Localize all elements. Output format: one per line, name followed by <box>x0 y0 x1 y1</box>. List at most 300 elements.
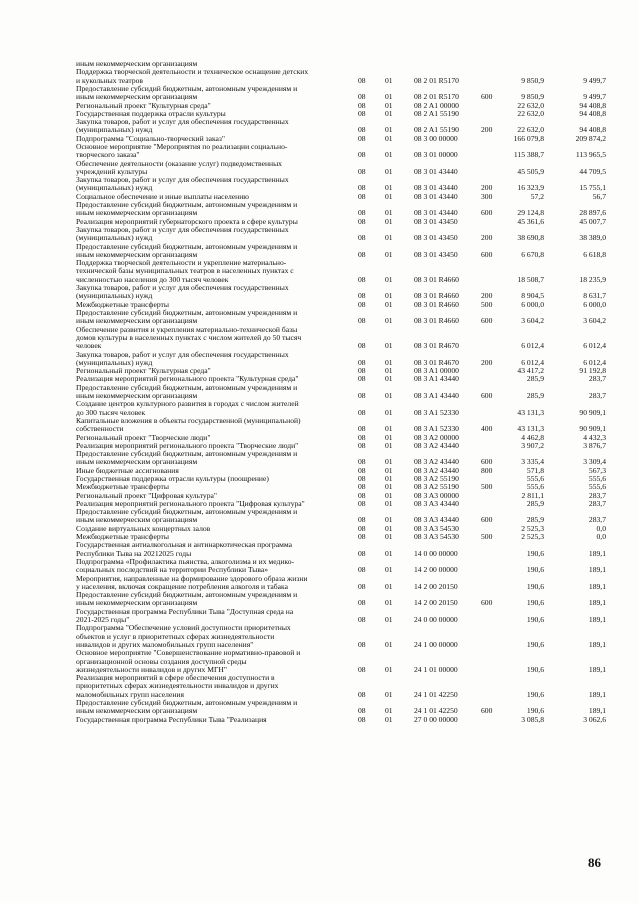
target-article-code: 08 3 01 43450 <box>414 249 458 259</box>
expense-type-code: 800 <box>481 465 493 475</box>
amount-year-2: 6 012,4 <box>583 341 606 351</box>
amount-year-2: 189,1 <box>588 615 606 625</box>
amount-year-1: 3 335,4 <box>521 457 544 467</box>
row-name-line: Государственная поддержка отрасли культуры <box>76 109 226 118</box>
target-article-code: 08 3 A2 55190 <box>414 482 459 492</box>
table-row <box>0 259 639 284</box>
amount-year-2: 18 235,9 <box>579 274 606 284</box>
amount-year-2: 6 000,0 <box>583 299 606 309</box>
table-row <box>0 135 639 143</box>
subsection-code: 01 <box>385 474 393 483</box>
row-name-line: Региональный проект "Цифровая культура" <box>76 491 217 500</box>
table-row <box>0 110 639 118</box>
row-name-line: Реализация мероприятий регионального проекта "Творческие люди" <box>76 441 299 450</box>
row-name-line: (муниципальных) нужд <box>76 234 153 243</box>
section-code: 08 <box>358 75 366 85</box>
section-code: 08 <box>358 714 366 724</box>
subsection-code: 01 <box>385 482 393 492</box>
row-name-line: творческого заказа" <box>76 151 140 160</box>
row-name-line: Закупка товаров, работ и услуг для обеспечения государственных <box>76 284 289 293</box>
target-article-code: 08 3 A2 00000 <box>414 432 459 442</box>
row-name-line: Республики Тыва на 20212025 годы <box>76 549 192 558</box>
amount-year-1: 43 131,3 <box>517 407 544 417</box>
table-row <box>0 160 639 177</box>
row-name-line: приоритетных сферах жизнедеятельности инвалидов и других <box>76 682 279 691</box>
amount-year-1: 6 012,4 <box>521 341 544 351</box>
section-code: 08 <box>358 515 366 525</box>
subsection-code: 01 <box>385 598 393 608</box>
row-name-line: Предоставление субсидий бюджетным, автономным учреждениям и <box>76 84 298 93</box>
amount-year-1: 22 632,0 <box>517 108 544 118</box>
row-name-line: Предоставление субсидий бюджетным, автономным учреждениям и <box>76 383 298 392</box>
subsection-code: 01 <box>385 100 393 110</box>
subsection-code: 01 <box>385 706 393 716</box>
amount-year-2: 94 408,8 <box>579 125 606 135</box>
target-article-code: 08 3 01 00000 <box>414 150 458 160</box>
target-article-code: 08 3 01 R4670 <box>414 341 459 351</box>
row-name-line: Подпрограмма «Профилактика пьянства, алкоголизма и их медико- <box>76 558 295 566</box>
subsection-code: 01 <box>385 233 393 243</box>
row-name-line: Обеспечение развития и укрепления материально-технической базы <box>76 325 298 334</box>
amount-year-2: 189,1 <box>588 581 606 591</box>
table-row <box>0 384 639 401</box>
row-name-line: Государственная антиалкогольная и антинаркотическая программа <box>76 541 293 550</box>
target-article-code: 08 3 A3 54530 <box>414 523 459 533</box>
amount-year-1: 190,6 <box>526 598 544 608</box>
subsection-code: 01 <box>385 166 393 176</box>
row-name-line: собственности <box>76 425 124 434</box>
amount-year-1: 285,9 <box>526 374 544 384</box>
section-code: 08 <box>358 357 366 367</box>
row-name <box>76 375 338 383</box>
table-row <box>0 143 639 160</box>
amount-year-1: 6 012,4 <box>521 357 544 367</box>
row-name <box>76 500 338 508</box>
row-name <box>76 367 338 375</box>
amount-year-2: 113 965,5 <box>575 150 606 160</box>
section-code: 08 <box>358 407 366 417</box>
row-name-line: домов культуры в населенных пунктах с числом жителей до 50 тысяч <box>76 333 302 342</box>
amount-year-1: 190,6 <box>526 639 544 649</box>
subsection-code: 01 <box>385 490 393 500</box>
row-name-line: Капитальные вложения в объекты государственной (муниципальной) <box>76 416 301 425</box>
amount-year-2: 3 876,7 <box>583 440 606 450</box>
target-article-code: 08 3 A3 43440 <box>414 498 459 508</box>
row-name-line: иным некоммерческим организациям <box>76 250 198 259</box>
row-name-line: Мероприятия, направленные на формирование здорового образа жизни <box>76 574 308 583</box>
table-row <box>0 674 639 699</box>
table-row <box>0 575 639 592</box>
amount-year-1: 190,6 <box>526 664 544 674</box>
row-name-line: Предоставление субсидий бюджетным, автономным учреждениям и <box>76 242 298 251</box>
target-article-code: 24 0 00 00000 <box>414 615 458 625</box>
row-name-line: Региональный проект "Культурная среда" <box>76 367 211 376</box>
row-name <box>76 417 338 434</box>
table-row <box>0 118 639 135</box>
expense-type-code: 600 <box>481 249 493 259</box>
row-name <box>76 483 338 491</box>
section-code: 08 <box>358 133 366 143</box>
amount-year-2: 6 618,8 <box>583 249 606 259</box>
row-name-line: (муниципальных) нужд <box>76 292 153 301</box>
amount-year-2: 283,7 <box>588 374 606 384</box>
row-name <box>76 575 338 592</box>
subsection-code: 01 <box>385 92 393 102</box>
target-article-code: 14 2 00 20150 <box>414 581 458 591</box>
section-code: 08 <box>358 374 366 384</box>
amount-year-1: 190,6 <box>526 615 544 625</box>
expense-type-code: 600 <box>481 457 493 467</box>
row-name <box>76 442 338 450</box>
amount-year-1: 555,6 <box>526 482 544 492</box>
row-name <box>76 541 338 558</box>
row-name-line: иным некоммерческим организациям <box>76 60 198 68</box>
amount-year-2: 94 408,8 <box>579 108 606 118</box>
target-article-code: 08 2 01 R5170 <box>414 75 459 85</box>
subsection-code: 01 <box>385 523 393 533</box>
amount-year-1: 18 508,7 <box>517 274 544 284</box>
row-name-line: человек <box>76 342 102 351</box>
row-name-line: Межбюджетные трансферты <box>76 483 169 492</box>
row-name-line: Реализация мероприятий регионального проекта "Культурная среда" <box>76 375 299 384</box>
table-row <box>0 85 639 102</box>
amount-year-2: 555,6 <box>588 474 606 483</box>
row-name <box>76 608 338 625</box>
expense-type-code: 600 <box>481 208 493 218</box>
row-name-line: Подпрограмма "Социально-творческий заказ" <box>76 134 225 143</box>
amount-year-1: 22 632,0 <box>517 100 544 110</box>
section-code: 08 <box>358 233 366 243</box>
amount-year-1: 43 417,2 <box>517 366 544 376</box>
amount-year-1: 2 811,1 <box>521 490 544 500</box>
row-name-line: технической базы муниципальных театров в населенных пунктах с <box>76 267 294 276</box>
section-code: 08 <box>358 166 366 176</box>
table-row <box>0 716 639 724</box>
row-name <box>76 60 338 68</box>
expense-type-code: 600 <box>481 515 493 525</box>
amount-year-2: 15 755,1 <box>579 183 606 193</box>
target-article-code: 08 3 A1 43440 <box>414 374 459 384</box>
table-row <box>0 541 639 558</box>
amount-year-2: 189,1 <box>588 706 606 716</box>
amount-year-1: 115 388,7 <box>513 150 544 160</box>
amount-year-2: 6 012,4 <box>583 357 606 367</box>
row-name-line: Создание центров культурного развития в городах с числом жителей <box>76 400 299 409</box>
target-article-code: 14 2 00 20150 <box>414 598 458 608</box>
amount-year-2: 3 309,4 <box>583 457 606 467</box>
row-name-line: иным некоммерческим организациям <box>76 707 198 716</box>
section-code: 08 <box>358 216 366 226</box>
row-name-line: Предоставление субсидий бюджетным, автономным учреждениям и <box>76 699 298 708</box>
target-article-code: 08 3 01 R4660 <box>414 299 459 309</box>
target-article-code: 08 2 A1 55190 <box>414 108 459 118</box>
row-name-line: Создание виртуальных концертных залов <box>76 524 211 533</box>
row-name <box>76 699 338 716</box>
table-row <box>0 500 639 508</box>
row-name <box>76 301 338 309</box>
amount-year-2: 45 007,7 <box>579 216 606 226</box>
target-article-code: 24 1 01 00000 <box>414 664 458 674</box>
table-row <box>0 649 639 674</box>
expense-type-code: 500 <box>481 299 493 309</box>
subsection-code: 01 <box>385 374 393 384</box>
amount-year-1: 3 085,8 <box>521 714 544 724</box>
row-name <box>76 624 338 649</box>
table-row <box>0 284 639 301</box>
expense-type-code: 300 <box>481 191 493 201</box>
target-article-code: 27 0 00 00000 <box>414 714 458 724</box>
target-article-code: 08 2 A1 00000 <box>414 100 459 110</box>
subsection-code: 01 <box>385 125 393 135</box>
row-name <box>76 135 338 143</box>
subsection-code: 01 <box>385 548 393 558</box>
target-article-code: 08 2 01 R5170 <box>414 92 459 102</box>
row-name-line: Реализация мероприятий губернаторского проекта в сфере культуры <box>76 217 298 226</box>
expense-type-code: 200 <box>481 357 493 367</box>
row-name-line: Иные бюджетные ассигнования <box>76 466 179 475</box>
amount-year-2: 38 389,0 <box>579 233 606 243</box>
table-row <box>0 442 639 450</box>
expense-type-code: 600 <box>481 316 493 326</box>
amount-year-2: 189,1 <box>588 565 606 575</box>
table-row <box>0 608 639 625</box>
row-name-line: объектов и услуг в приоритетных сферах жизнедеятельности <box>76 632 275 641</box>
amount-year-2: 189,1 <box>588 689 606 699</box>
target-article-code: 08 3 01 R4660 <box>414 291 459 301</box>
amount-year-2: 567,3 <box>588 465 606 475</box>
section-code: 08 <box>358 208 366 218</box>
row-name <box>76 118 338 135</box>
row-name-line: у населения, включая сокращение потребления алкоголя и табака <box>76 582 288 591</box>
target-article-code: 08 3 A3 00000 <box>414 490 459 500</box>
target-article-code: 14 2 00 00000 <box>414 565 458 575</box>
row-name-line: Закупка товаров, работ и услуг для обеспечения государственных <box>76 176 289 185</box>
target-article-code: 08 3 01 R4660 <box>414 274 459 284</box>
row-name <box>76 226 338 243</box>
amount-year-2: 0,0 <box>596 523 606 533</box>
row-name-line: социальных последствий на территории Республики Тыва» <box>76 566 269 575</box>
amount-year-2: 9 499,7 <box>583 92 606 102</box>
target-article-code: 08 3 A3 54530 <box>414 532 459 542</box>
target-article-code: 08 3 01 43450 <box>414 216 458 226</box>
row-name <box>76 558 338 575</box>
row-name <box>76 591 338 608</box>
amount-year-1: 190,6 <box>526 548 544 558</box>
row-name-line: Поддержка творческой деятельности и укрепление материально- <box>76 259 287 268</box>
target-article-code: 08 3 A3 43440 <box>414 515 459 525</box>
subsection-code: 01 <box>385 689 393 699</box>
amount-year-2: 209 874,2 <box>575 133 606 143</box>
row-name <box>76 450 338 467</box>
amount-year-1: 22 632,0 <box>517 125 544 135</box>
amount-year-2: 4 432,3 <box>583 432 606 442</box>
target-article-code: 08 3 A1 52330 <box>414 407 459 417</box>
table-row <box>0 218 639 226</box>
table-row <box>0 301 639 309</box>
subsection-code: 01 <box>385 714 393 724</box>
row-name-line: Поддержка творческой деятельности и техническое оснащение детских <box>76 68 309 77</box>
expense-type-code: 500 <box>481 532 493 542</box>
amount-year-1: 29 124,8 <box>517 208 544 218</box>
section-code: 08 <box>358 424 366 434</box>
target-article-code: 08 3 A1 43440 <box>414 390 459 400</box>
row-name-line: (муниципальных) нужд <box>76 184 153 193</box>
row-name <box>76 351 338 368</box>
section-code: 08 <box>358 440 366 450</box>
amount-year-1: 190,6 <box>526 581 544 591</box>
row-name-line: иным некоммерческим организациям <box>76 599 198 608</box>
amount-year-2: 91 192,8 <box>579 366 606 376</box>
subsection-code: 01 <box>385 208 393 218</box>
target-article-code: 08 3 01 43450 <box>414 233 458 243</box>
subsection-code: 01 <box>385 316 393 326</box>
subsection-code: 01 <box>385 108 393 118</box>
amount-year-1: 3 604,2 <box>521 316 544 326</box>
expense-type-code: 200 <box>481 183 493 193</box>
expense-type-code: 600 <box>481 92 493 102</box>
subsection-code: 01 <box>385 366 393 376</box>
section-code: 08 <box>358 548 366 558</box>
row-name-line: (муниципальных) нужд <box>76 126 153 135</box>
amount-year-2: 28 897,6 <box>579 208 606 218</box>
amount-year-1: 571,8 <box>526 465 544 475</box>
amount-year-1: 6 000,0 <box>521 299 544 309</box>
amount-year-2: 283,7 <box>588 498 606 508</box>
target-article-code: 08 3 01 43440 <box>414 191 458 201</box>
section-code: 08 <box>358 390 366 400</box>
amount-year-1: 43 131,3 <box>517 424 544 434</box>
section-code: 08 <box>358 706 366 716</box>
section-code: 08 <box>358 457 366 467</box>
section-code: 08 <box>358 689 366 699</box>
subsection-code: 01 <box>385 249 393 259</box>
table-row <box>0 558 639 575</box>
row-name <box>76 716 338 724</box>
row-name-line: Региональный проект "Творческие люди" <box>76 433 211 442</box>
section-code: 08 <box>358 366 366 376</box>
amount-year-2: 9 499,7 <box>583 75 606 85</box>
amount-year-1: 16 323,9 <box>517 183 544 193</box>
row-name-line: Закупка товаров, работ и услуг для обеспечения государственных <box>76 350 289 359</box>
expense-type-code: 200 <box>481 291 493 301</box>
row-name-line: Предоставление субсидий бюджетным, автономным учреждениям и <box>76 450 298 459</box>
table-row <box>0 508 639 525</box>
row-name <box>76 85 338 102</box>
row-name-line: Закупка товаров, работ и услуг для обеспечения государственных <box>76 118 289 127</box>
expense-type-code: 200 <box>481 125 493 135</box>
expense-type-code: 400 <box>481 424 493 434</box>
amount-year-2: 283,7 <box>588 390 606 400</box>
amount-year-1: 2 525,3 <box>521 523 544 533</box>
section-code: 08 <box>358 100 366 110</box>
amount-year-2: 189,1 <box>588 548 606 558</box>
amount-year-1: 285,9 <box>526 515 544 525</box>
section-code: 08 <box>358 432 366 442</box>
row-name <box>76 309 338 326</box>
table-row <box>0 624 639 649</box>
amount-year-2: 189,1 <box>588 664 606 674</box>
row-name-line: Региональный проект "Культурная среда" <box>76 101 211 110</box>
target-article-code: 08 3 A2 43440 <box>414 440 459 450</box>
amount-year-2: 283,7 <box>588 490 606 500</box>
row-name-line: Основное мероприятие "Совершенствование нормативно-правовой и <box>76 649 301 658</box>
section-code: 08 <box>358 490 366 500</box>
amount-year-2: 8 631,7 <box>583 291 606 301</box>
subsection-code: 01 <box>385 465 393 475</box>
table-row <box>0 417 639 434</box>
table-row <box>0 533 639 541</box>
target-article-code: 08 3 01 43440 <box>414 183 458 193</box>
target-article-code: 08 3 A2 43440 <box>414 457 459 467</box>
subsection-code: 01 <box>385 299 393 309</box>
row-name-line: организационной основы создания доступной среды <box>76 657 247 666</box>
row-name-line: жизнедеятельности инвалидов и других МГН" <box>76 665 227 674</box>
amount-year-2: 189,1 <box>588 639 606 649</box>
row-name-line: инвалидов и других маломобильных групп населения" <box>76 640 254 649</box>
subsection-code: 01 <box>385 274 393 284</box>
amount-year-2: 3 604,2 <box>583 316 606 326</box>
amount-year-1: 38 690,8 <box>517 233 544 243</box>
row-name-line: (муниципальных) нужд <box>76 358 153 367</box>
row-name-line: Предоставление субсидий бюджетным, автономным учреждениям и <box>76 591 298 600</box>
table-row <box>0 400 639 417</box>
subsection-code: 01 <box>385 515 393 525</box>
amount-year-2: 56,7 <box>592 191 606 201</box>
amount-year-1: 45 361,6 <box>517 216 544 226</box>
row-name <box>76 243 338 260</box>
row-name <box>76 143 338 160</box>
row-name-line: Предоставление субсидий бюджетным, автономным учреждениям и <box>76 309 298 317</box>
amount-year-2: 90 909,1 <box>579 424 606 434</box>
row-name-line: Межбюджетные трансферты <box>76 300 169 309</box>
subsection-code: 01 <box>385 150 393 160</box>
row-name <box>76 176 338 193</box>
target-article-code: 08 3 01 R4660 <box>414 316 459 326</box>
table-row <box>0 68 639 85</box>
amount-year-1: 285,9 <box>526 390 544 400</box>
row-name-line: Реализация мероприятий регионального проекта "Цифровая культура" <box>76 499 305 508</box>
section-code: 08 <box>358 532 366 542</box>
subsection-code: 01 <box>385 75 393 85</box>
target-article-code: 24 1 01 42250 <box>414 706 458 716</box>
section-code: 08 <box>358 316 366 326</box>
amount-year-1: 57,2 <box>530 191 544 201</box>
amount-year-2: 3 062,6 <box>583 714 606 724</box>
row-name <box>76 384 338 401</box>
subsection-code: 01 <box>385 457 393 467</box>
row-name-line: Государственная программа Республики Тыва "Доступная среда на <box>76 607 294 616</box>
amount-year-2: 555,6 <box>588 482 606 492</box>
row-name-line: иным некоммерческим организациям <box>76 209 198 218</box>
row-name <box>76 102 338 110</box>
row-name <box>76 400 338 417</box>
row-name <box>76 508 338 525</box>
row-name <box>76 492 338 500</box>
row-name <box>76 533 338 541</box>
subsection-code: 01 <box>385 565 393 575</box>
subsection-code: 01 <box>385 407 393 417</box>
amount-year-1: 9 850,9 <box>521 75 544 85</box>
amount-year-2: 94 408,8 <box>579 100 606 110</box>
subsection-code: 01 <box>385 639 393 649</box>
subsection-code: 01 <box>385 133 393 143</box>
table-row <box>0 226 639 243</box>
row-name-line: Предоставление субсидий бюджетным, автономным учреждениям и <box>76 201 298 210</box>
section-code: 08 <box>358 639 366 649</box>
section-code: 08 <box>358 291 366 301</box>
section-code: 08 <box>358 581 366 591</box>
expense-type-code: 600 <box>481 598 493 608</box>
